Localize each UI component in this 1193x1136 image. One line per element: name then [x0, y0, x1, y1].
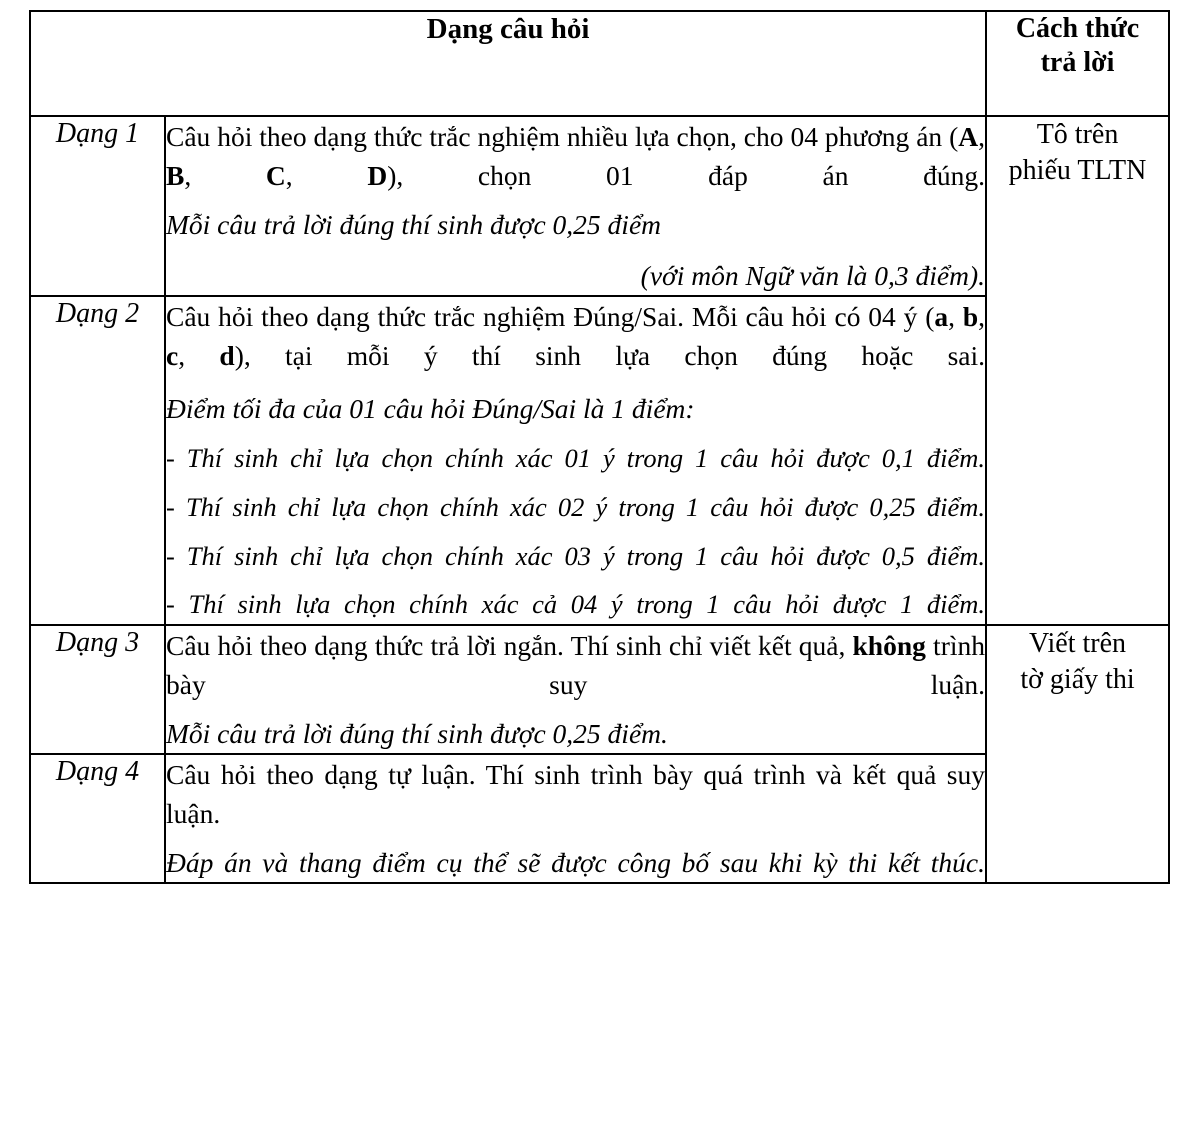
column-header-answer-method	[986, 11, 1169, 116]
table-row	[30, 116, 1169, 296]
dang-1-paragraph-1	[166, 117, 985, 195]
dang-1-option-a: A	[958, 121, 979, 152]
dang-1-paragraph-3-note: (với môn Ngữ văn là 0,3 điểm).	[640, 260, 986, 292]
row-label-dang-4: Dạng 4	[30, 754, 165, 883]
dang-2-paragraph-1	[166, 297, 985, 375]
dang-2-p1-text-a: Câu hỏi theo dạng thức trắc nghiệm Đúng/Sai. Mỗi câu hỏi có 04 ý (	[166, 301, 935, 333]
dang-2-p1-sep-2: ,	[978, 301, 986, 333]
dang-2-bullet-2: - Thí sinh chỉ lựa chọn chính xác 02 ý trong 1 câu hỏi được 0,25 điểm.	[166, 491, 986, 522]
dang-4-paragraph-1: Câu hỏi theo dạng tự luận. Thí sinh trình bày quá trình và kết quả suy luận.	[166, 758, 986, 830]
column-header-question-type: Dạng câu hỏi	[30, 11, 986, 116]
row-description-dang-3	[165, 625, 986, 754]
dang-2-paragraph-2: Điểm tối đa của 01 câu hỏi Đúng/Sai là 1 điểm:	[166, 393, 695, 425]
dang-4-paragraph-2: Đáp án và thang điểm cụ thể sẽ được công bố sau khi kỳ thi kết thúc.	[166, 847, 986, 879]
column-header-answer-method-line1: Cách thức	[1015, 13, 1140, 44]
dang-2-p1-sep-3: ,	[178, 340, 220, 372]
dang-3-paragraph-2: Mỗi câu trả lời đúng thí sinh được 0,25 điểm.	[166, 717, 668, 749]
dang-1-p1-text-b: ), chọn 01 đáp án đúng.	[387, 160, 986, 192]
row-label-dang-3: Dạng 3	[30, 625, 165, 754]
dang-1-p1-sep-3: ,	[285, 160, 368, 192]
answer-method-line1: Tô trên	[1036, 119, 1119, 150]
answer-method-to-tren-phieu-tltn	[986, 116, 1169, 625]
dang-3-paragraph-1	[166, 626, 985, 704]
answer-method-line1: Viết trên	[1028, 627, 1127, 659]
dang-2-bullet-1: - Thí sinh chỉ lựa chọn chính xác 01 ý trong 1 câu hỏi được 0,1 điểm.	[166, 443, 986, 474]
answer-method-line2: phiếu TLTN	[1008, 155, 1147, 187]
row-description-dang-2	[165, 296, 986, 625]
table-body	[30, 116, 1169, 883]
dang-1-p1-sep-1: ,	[978, 121, 986, 152]
table-row	[30, 625, 1169, 754]
answer-method-line2: tờ giấy thi	[1020, 664, 1135, 696]
dang-2-p1-sep-1: ,	[948, 301, 963, 333]
dang-2-bullet-4: - Thí sinh lựa chọn chính xác cả 04 ý trong 1 câu hỏi được 1 điểm.	[166, 589, 986, 620]
dang-2-p1-text-b: ), tại mỗi ý thí sinh lựa chọn đúng hoặc sai.	[234, 340, 986, 372]
dang-3-p1-text-b: trình bày suy luận.	[166, 629, 986, 700]
row-description-dang-1	[165, 116, 986, 296]
table-header-row	[30, 11, 1169, 116]
column-header-answer-method-line2: trả lời	[1040, 47, 1115, 79]
row-label-dang-1: Dạng 1	[30, 116, 165, 296]
question-types-table	[29, 10, 1170, 884]
dang-1-paragraph-2: Mỗi câu trả lời đúng thí sinh được 0,25 điểm	[166, 209, 662, 241]
dang-3-p1-text-a: Câu hỏi theo dạng thức trả lời ngắn. Thí sinh chỉ viết kết quả,	[166, 629, 853, 661]
answer-method-viet-tren-to-giay-thi	[986, 625, 1169, 883]
dang-3-emphasis-khong: không	[852, 629, 926, 661]
row-label-dang-2: Dạng 2	[30, 296, 165, 625]
row-description-dang-4	[165, 754, 986, 883]
dang-1-p1-sep-2: ,	[184, 160, 266, 192]
dang-1-p1-text-a: Câu hỏi theo dạng thức trắc nghiệm nhiều lựa chọn, cho 04 phương án (	[166, 121, 959, 152]
dang-2-option-c: c	[166, 340, 179, 372]
dang-2-bullet-3: - Thí sinh chỉ lựa chọn chính xác 03 ý trong 1 câu hỏi được 0,5 điểm.	[166, 540, 986, 571]
dang-2-option-a: a	[934, 301, 949, 333]
table-header	[30, 11, 1169, 116]
dang-1-option-c: C	[265, 160, 286, 192]
dang-1-option-b: B	[166, 160, 185, 192]
dang-1-option-d: D	[367, 160, 388, 192]
dang-2-option-b: b	[962, 301, 979, 333]
dang-2-option-d: d	[219, 340, 235, 372]
